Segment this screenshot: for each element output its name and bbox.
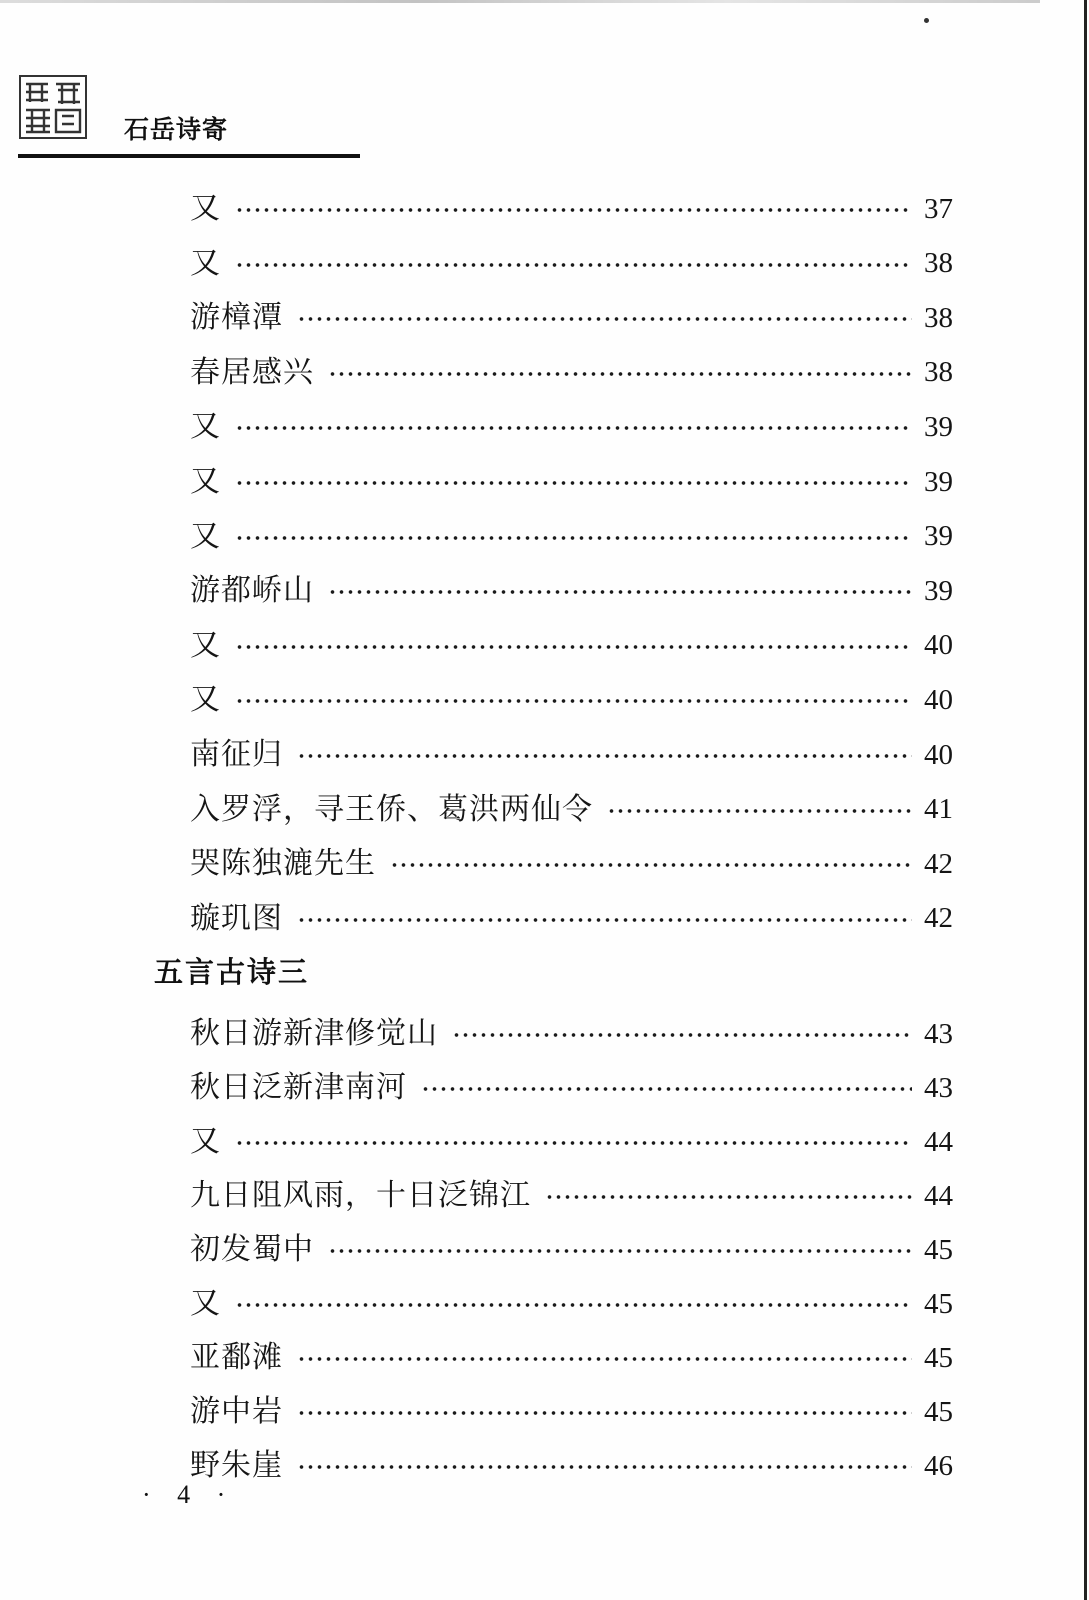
dot-leader xyxy=(421,1086,912,1092)
toc-entry-title: 又 xyxy=(190,1286,221,1321)
toc-entry[interactable] xyxy=(190,289,970,339)
toc-entry-page: 39 xyxy=(924,465,953,498)
toc-entry[interactable] xyxy=(190,398,970,448)
toc-entry[interactable] xyxy=(190,508,970,558)
toc-entry-title: 秋日泛新津南河 xyxy=(190,1070,407,1105)
dot-leader xyxy=(328,371,912,377)
toc-entry[interactable] xyxy=(190,1329,970,1379)
toc-entry-page: 44 xyxy=(924,1179,953,1212)
dot-leader xyxy=(297,753,912,759)
toc-entry-title: 南征归 xyxy=(190,737,283,772)
toc-entry-title: 又 xyxy=(190,191,221,226)
toc-entry[interactable] xyxy=(190,835,970,885)
toc-entry[interactable] xyxy=(190,781,970,831)
toc-entry-title: 游都峤山 xyxy=(190,573,314,609)
toc-entry-title: 又 xyxy=(190,682,221,718)
toc-entry-title: 初发蜀中 xyxy=(190,1232,314,1267)
toc-entry-title: 又 xyxy=(190,518,221,554)
toc-entry-title: 又 xyxy=(190,627,221,663)
dot-leader xyxy=(545,1194,912,1200)
dot-leader xyxy=(297,1356,912,1362)
dot-leader xyxy=(297,917,912,923)
toc-entry-page: 38 xyxy=(924,247,953,280)
seal-stamp-icon xyxy=(18,74,88,140)
dot-leader xyxy=(235,480,912,486)
dot-leader xyxy=(328,1248,912,1254)
toc-entry-title: 又 xyxy=(190,1124,221,1159)
toc-entry-title: 九日阻风雨，十日泛锦江 xyxy=(190,1178,531,1213)
toc-entry[interactable] xyxy=(190,890,970,940)
dot-leader xyxy=(297,1410,912,1416)
toc-entry[interactable] xyxy=(190,1167,970,1217)
dot-leader xyxy=(235,425,912,431)
toc-entry[interactable] xyxy=(190,1113,970,1163)
toc-entry-page: 43 xyxy=(924,1017,953,1050)
dot-leader xyxy=(235,1302,912,1308)
toc-entry-page: 38 xyxy=(924,301,953,334)
toc-entry-title: 璇玑图 xyxy=(190,900,283,936)
toc-entry[interactable] xyxy=(190,235,970,285)
header-rule xyxy=(18,154,360,158)
toc-entry-title: 野朱崖 xyxy=(190,1448,283,1483)
toc-entry[interactable] xyxy=(190,1437,970,1487)
dot-leader xyxy=(235,207,912,213)
toc-entry-page: 46 xyxy=(924,1449,953,1482)
dot-leader xyxy=(235,698,912,704)
toc-entry-page: 39 xyxy=(924,410,953,443)
running-book-title: 石岳诗寄 xyxy=(124,115,229,144)
dot-leader xyxy=(390,862,912,868)
toc-entry-page: 40 xyxy=(924,738,953,771)
toc-entry-page: 38 xyxy=(924,356,953,389)
toc-entry[interactable] xyxy=(190,1221,970,1271)
page-number: · 4 · xyxy=(142,1480,236,1509)
toc-entry-title: 哭陈独漉先生 xyxy=(190,846,376,882)
dot-leader xyxy=(607,808,912,814)
toc-entry[interactable] xyxy=(190,344,970,394)
toc-entry-page: 43 xyxy=(924,1071,953,1104)
toc-entry-page: 41 xyxy=(924,793,953,826)
toc-entry-title: 又 xyxy=(190,409,221,445)
toc-entry[interactable] xyxy=(190,1383,970,1433)
dot-leader xyxy=(328,589,912,595)
toc-entry-title: 入罗浮，寻王侨、葛洪两仙令 xyxy=(190,791,593,827)
toc-entry-title: 秋日游新津修觉山 xyxy=(190,1016,438,1051)
dot-leader xyxy=(235,1140,912,1146)
toc-entry-page: 44 xyxy=(924,1125,953,1158)
toc-entry-title: 亚鄱滩 xyxy=(190,1340,283,1375)
dot-leader xyxy=(235,644,912,650)
toc-entry-page: 42 xyxy=(924,847,953,880)
toc-entry[interactable] xyxy=(190,453,970,503)
dot-leader xyxy=(235,262,912,268)
toc-entry-page: 39 xyxy=(924,574,953,607)
toc-entry[interactable] xyxy=(190,671,970,721)
toc-entry-page: 45 xyxy=(924,1395,953,1428)
toc-entry-title: 游樟潭 xyxy=(190,300,283,336)
toc-entry-page: 45 xyxy=(924,1233,953,1266)
toc-entry-title: 游中岩 xyxy=(190,1394,283,1429)
toc-entry-title: 又 xyxy=(190,464,221,499)
scan-speck xyxy=(924,18,929,23)
dot-leader xyxy=(297,1464,912,1470)
toc-entry[interactable] xyxy=(190,1059,970,1109)
toc-entry-page: 39 xyxy=(924,520,953,553)
dot-leader xyxy=(297,316,912,322)
toc-entry-page: 37 xyxy=(924,192,953,225)
toc-entry[interactable] xyxy=(190,1005,970,1055)
toc-entry[interactable] xyxy=(190,562,970,612)
toc-entry-page: 45 xyxy=(924,1287,953,1320)
toc-entry[interactable] xyxy=(190,617,970,667)
toc-entry-page: 45 xyxy=(924,1341,953,1374)
dot-leader xyxy=(452,1032,912,1038)
scan-top-edge xyxy=(0,0,1040,3)
toc-entry[interactable] xyxy=(190,1275,970,1325)
toc-entry[interactable] xyxy=(190,180,970,230)
toc-entry-title: 又 xyxy=(190,245,221,281)
dot-leader xyxy=(235,535,912,541)
toc-entry-page: 40 xyxy=(924,683,953,716)
toc-entry-page: 40 xyxy=(924,629,953,662)
section-heading: 五言古诗三 xyxy=(154,955,310,990)
scan-right-edge xyxy=(1084,0,1087,1600)
toc-entry-title: 春居感兴 xyxy=(190,354,314,390)
toc-entry-page: 42 xyxy=(924,902,953,935)
toc-entry[interactable] xyxy=(190,726,970,776)
